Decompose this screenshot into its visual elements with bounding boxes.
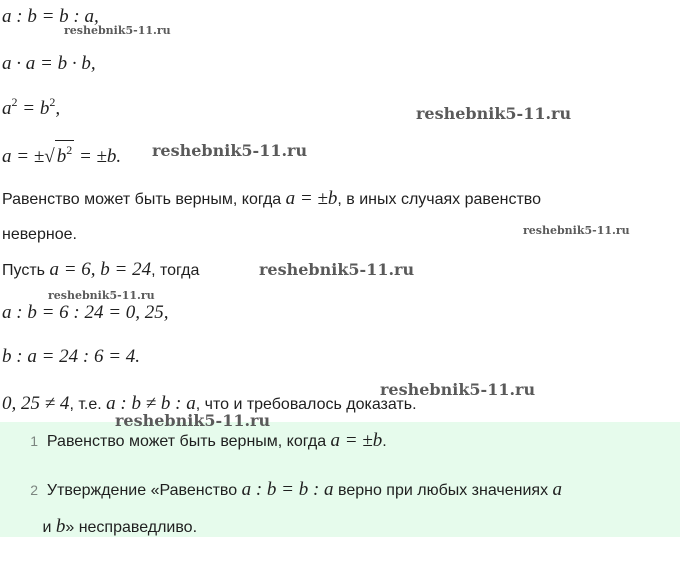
- watermark: reshebnik5-11.ru: [416, 104, 572, 123]
- inline-math: 0, 25 ≠ 4: [2, 393, 70, 414]
- watermark: reshebnik5-11.ru: [152, 141, 308, 160]
- text: » несправедливо.: [65, 519, 198, 536]
- text: Пусть: [2, 262, 50, 279]
- eq-exponent: 2: [11, 95, 18, 109]
- eq-part: a = ±√: [2, 146, 55, 167]
- answer-text: [42, 430, 387, 451]
- radicand: [55, 140, 75, 166]
- answer-text: [42, 479, 563, 500]
- watermark: reshebnik5-11.ru: [523, 224, 630, 237]
- eq-part: ,: [55, 98, 61, 119]
- paragraph-conclusion-line2: неверное.: [2, 226, 77, 243]
- text: , в иных случаях равенство: [337, 191, 542, 208]
- answer-item-2-continued: [38, 516, 197, 538]
- inline-math: a : b = b : a: [241, 479, 334, 500]
- text: , т.е.: [69, 396, 107, 413]
- eq-part: = ±b.: [74, 146, 122, 167]
- watermark: reshebnik5-11.ru: [64, 24, 171, 37]
- equation-ratio-ab: a : b = 6 : 24 = 0, 25,: [2, 302, 169, 323]
- paragraph-conclusion-line1: [2, 188, 541, 210]
- text: и: [42, 519, 56, 536]
- answer-item-1: [0, 430, 387, 452]
- eq-exponent: 2: [66, 143, 73, 157]
- inline-math: a = 6, b = 24: [49, 259, 152, 280]
- eq-part: a: [2, 98, 12, 119]
- answer-summary: [0, 422, 680, 537]
- inline-math: a : b ≠ b : a: [106, 393, 196, 414]
- watermark: reshebnik5-11.ru: [48, 289, 155, 302]
- text: .: [382, 433, 387, 450]
- watermark: reshebnik5-11.ru: [115, 411, 271, 430]
- answer-item-2: [0, 479, 562, 501]
- answer-number: 1: [30, 433, 38, 449]
- text: , что и требовалось доказать.: [195, 396, 417, 413]
- inline-math: b: [55, 516, 66, 537]
- equation-root: [2, 140, 121, 168]
- equation-ratio-ba: b : a = 24 : 6 = 4.: [2, 346, 141, 367]
- equation-product: a · a = b · b,: [2, 53, 96, 74]
- equation-squares: [2, 95, 60, 120]
- inline-math: a: [552, 479, 563, 500]
- text: верно при любых значениях: [333, 482, 553, 499]
- text: Равенство может быть верным, когда: [2, 191, 286, 208]
- watermark: reshebnik5-11.ru: [380, 380, 536, 399]
- inline-math: a = ±b: [330, 430, 383, 451]
- radicand-base: b: [56, 146, 67, 167]
- inline-math: a = ±b: [285, 188, 338, 209]
- eq-exponent: 2: [49, 95, 56, 109]
- paragraph-example: [2, 259, 199, 281]
- watermark: reshebnik5-11.ru: [259, 260, 415, 279]
- eq-part: = b: [17, 98, 50, 119]
- text: , тогда: [151, 262, 200, 279]
- text: Утверждение «Равенство: [46, 482, 242, 499]
- text: Равенство может быть верным, когда: [46, 433, 331, 450]
- equation-proportion: a : b = b : a,: [2, 6, 99, 27]
- answer-number: 2: [30, 482, 38, 498]
